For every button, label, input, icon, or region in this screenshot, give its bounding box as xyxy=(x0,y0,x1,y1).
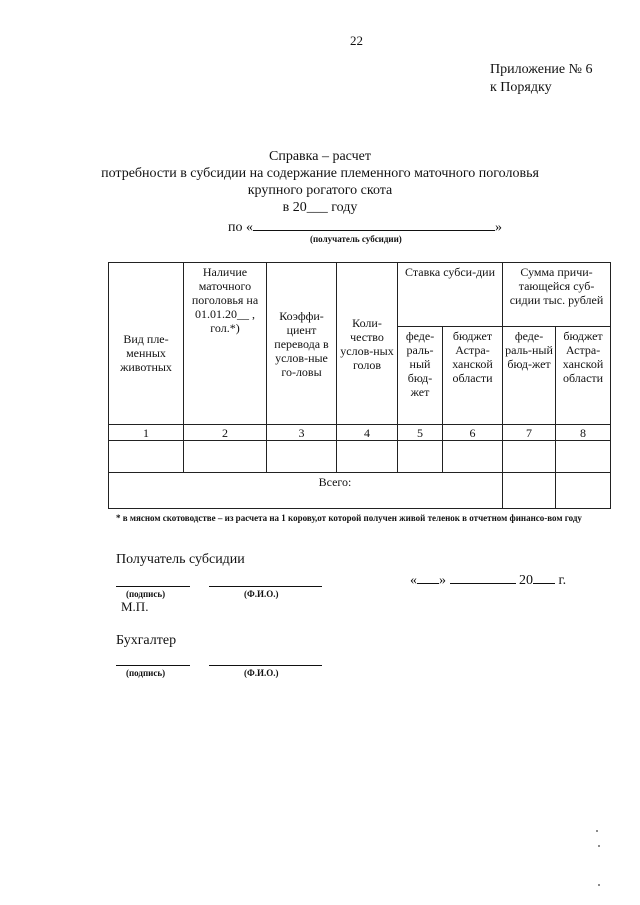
header-breeding-stock: Наличие маточного поголовья на 01.01.20__ , гол.*) xyxy=(184,263,267,425)
table-cell xyxy=(443,441,503,473)
scan-speck xyxy=(596,830,598,832)
stamp-placeholder: М.П. xyxy=(121,599,149,614)
date-open-quote: « xyxy=(410,573,417,588)
scan-speck xyxy=(598,845,600,847)
total-regional-cell xyxy=(556,473,611,509)
header-subsidy-amount: Сумма причи-тающейся суб-сидии тыс. рублей xyxy=(503,263,611,327)
column-number: 6 xyxy=(443,425,503,441)
accountant-name-line xyxy=(209,665,322,666)
column-number: 8 xyxy=(556,425,611,441)
date-line xyxy=(410,572,566,589)
column-number: 1 xyxy=(109,425,184,441)
recipient-signature-line xyxy=(116,586,190,587)
page-number: 22 xyxy=(350,33,363,48)
header-amount-federal: феде-раль-ный бюд-жет xyxy=(503,327,556,425)
recipient-blank-field xyxy=(253,218,495,231)
header-conversion-coefficient: Коэффи-циент перевода в услов-ные го-ловы xyxy=(267,263,337,425)
total-federal-cell xyxy=(503,473,556,509)
appendix-line-2: к Порядку xyxy=(490,80,552,95)
accountant-label: Бухгалтер xyxy=(116,633,177,648)
title-line-3: крупного рогатого скота xyxy=(247,183,393,198)
date-year-blank xyxy=(533,572,555,584)
recipient-label: Получатель субсидии xyxy=(116,552,245,567)
header-rate-regional: бюджет Астра-ханской области xyxy=(443,327,503,425)
recipient-prefix: по « xyxy=(228,220,253,235)
column-number: 3 xyxy=(267,425,337,441)
column-number: 7 xyxy=(503,425,556,441)
table-cell xyxy=(109,441,184,473)
date-year-suffix: г. xyxy=(558,573,567,588)
accountant-name-caption: (Ф.И.О.) xyxy=(244,668,279,678)
appendix-line-1: Приложение № 6 xyxy=(490,62,593,77)
header-conditional-heads: Коли-чество услов-ных голов xyxy=(337,263,398,425)
table-cell xyxy=(267,441,337,473)
recipient-caption: (получатель субсидии) xyxy=(310,234,402,244)
footnote: * в мясном скотоводстве – из расчета на 1 корову,от которой получен живой теленок в отчетном финансо-вом году xyxy=(116,513,582,523)
recipient-suffix: » xyxy=(495,220,502,235)
date-close-quote: » xyxy=(439,573,446,588)
column-number: 4 xyxy=(337,425,398,441)
title-line-4: в 20___ году xyxy=(282,200,358,215)
title-line-1: Справка – расчет xyxy=(269,149,371,164)
table-cell xyxy=(556,441,611,473)
document-title xyxy=(0,148,640,216)
recipient-name-line xyxy=(209,586,322,587)
appendix-reference xyxy=(490,61,593,97)
total-label: Всего: xyxy=(109,473,503,509)
calculation-table xyxy=(108,262,611,509)
table-cell xyxy=(503,441,556,473)
header-animal-type: Вид пле-менных животных xyxy=(109,263,184,425)
recipient-signature-caption: (подпись) xyxy=(126,589,166,599)
date-year-prefix: 20 xyxy=(519,573,533,588)
total-row xyxy=(109,473,611,509)
accountant-signature-line xyxy=(116,665,190,666)
data-row xyxy=(109,441,611,473)
accountant-signature-caption: (подпись) xyxy=(126,668,166,678)
table-cell xyxy=(337,441,398,473)
header-amount-regional: бюджет Астра-ханской области xyxy=(556,327,611,425)
column-number: 2 xyxy=(184,425,267,441)
date-day-blank xyxy=(417,572,439,584)
title-line-2: потребности в субсидии на содержание племенного маточного поголовья xyxy=(101,166,539,181)
header-rate-federal: феде-раль-ный бюд-жет xyxy=(398,327,443,425)
column-number: 5 xyxy=(398,425,443,441)
date-month-blank xyxy=(450,572,516,584)
table-cell xyxy=(184,441,267,473)
scan-speck xyxy=(598,884,600,886)
column-number-row xyxy=(109,425,611,441)
recipient-name-caption: (Ф.И.О.) xyxy=(244,589,279,599)
table-cell xyxy=(398,441,443,473)
header-subsidy-rate: Ставка субси-дии xyxy=(398,263,503,327)
